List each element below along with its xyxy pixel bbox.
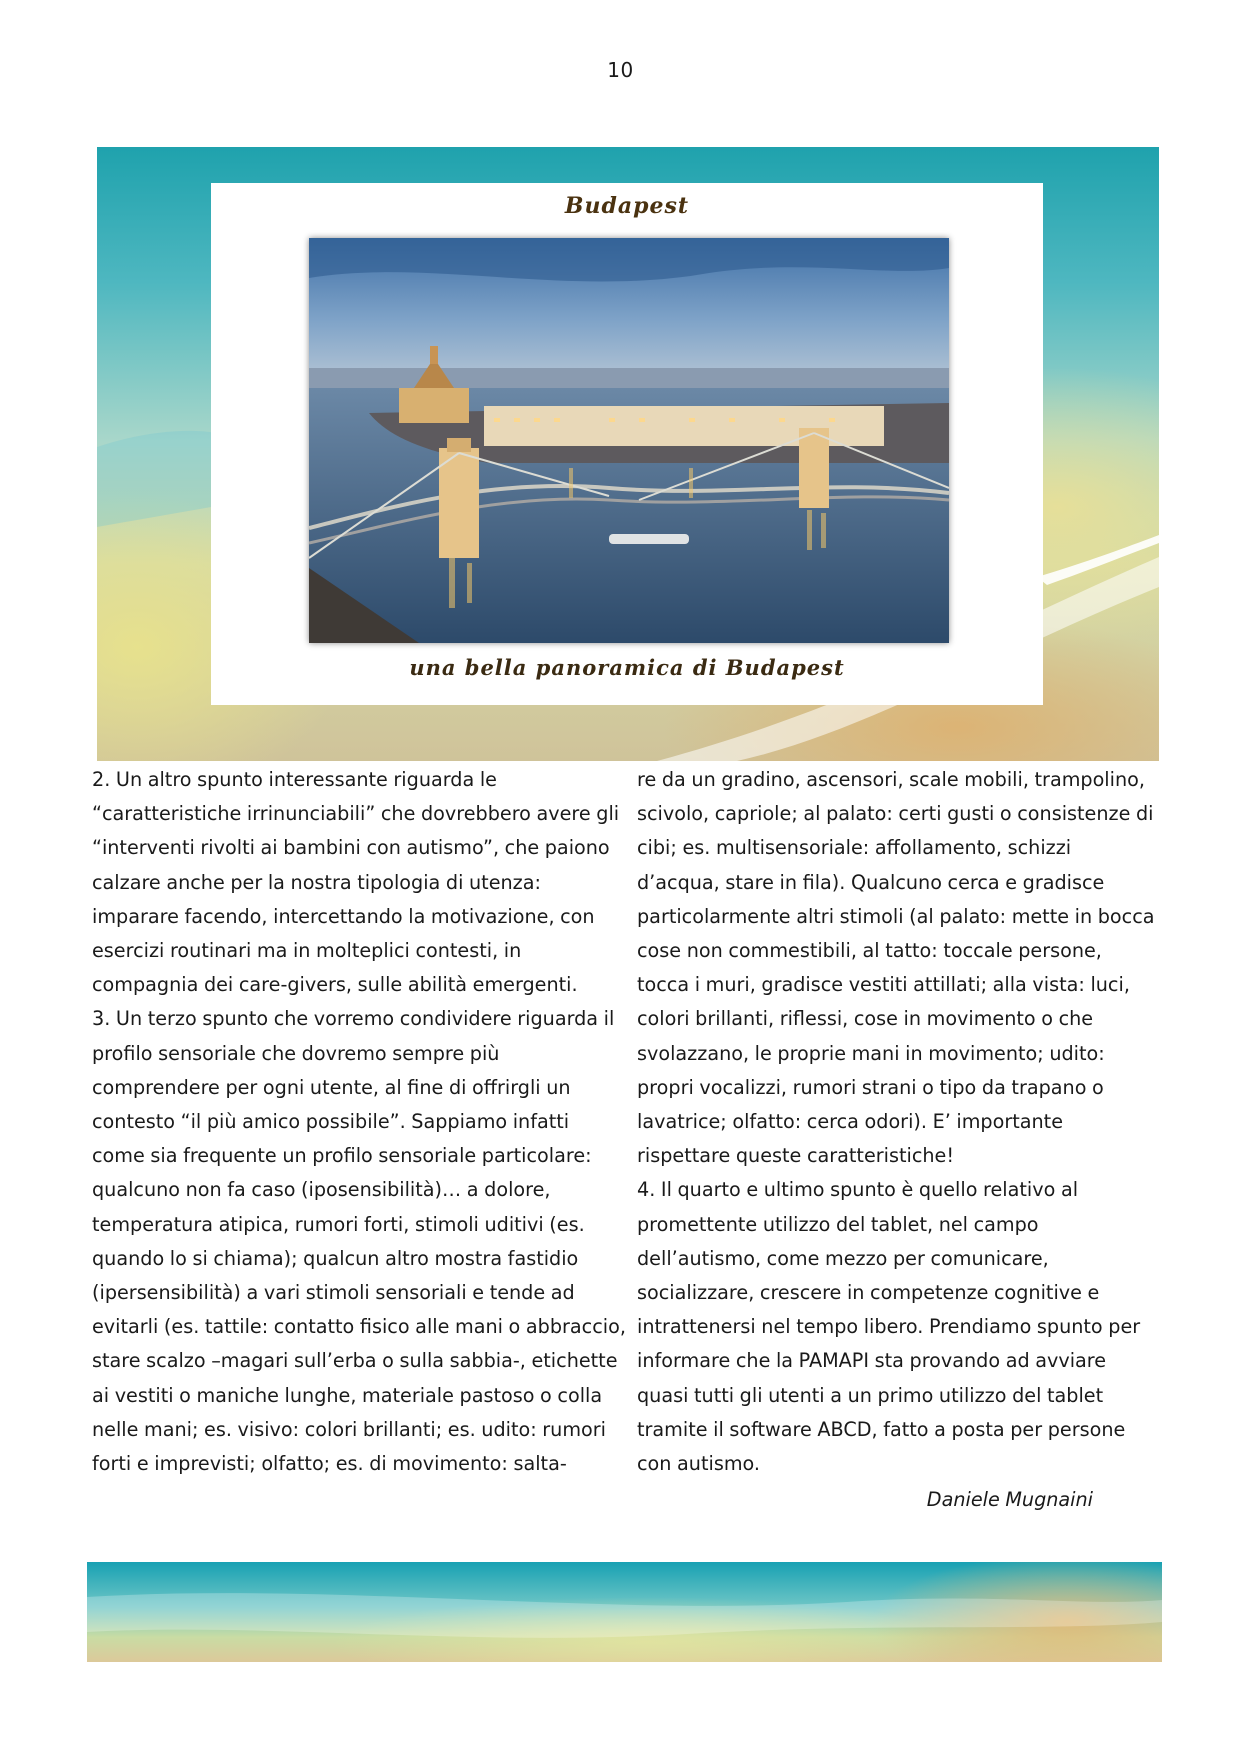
page-number: 10 — [607, 58, 634, 82]
article-paragraph: 4. Il quarto e ultimo spunto è quello relativo al promettente utilizzo del tablet, nel campo dell’autismo, come mezzo per comunicare, socializzare, crescere in competenze cognitive e intrattenersi nel tempo libero. Prendiamo spunto per informare che la PAMAPI sta provando ad avviare quasi tutti gli utenti a un primo utilizzo del tablet tramite il software ABCD, fatto a posta per persone con autismo. — [637, 1178, 1141, 1476]
article-left-column — [92, 763, 626, 1481]
photo-banner — [97, 147, 1159, 761]
article-columns — [92, 763, 1155, 1553]
postcard-frame — [211, 183, 1043, 705]
article-paragraph: re da un gradino, ascensori, scale mobili, trampolino, scivolo, capriole; al palato: certi gusti o consistenze di cibi; es. multisensoriale: affollamento, schizzi d’acqua, stare in fila). Qualcuno cerca e gradisce particolarmente altri stimoli (al palato: mette in bocca cose non commestibili, al tatto: toccale persone, tocca i muri, gradisce vestiti attillati; alla vista: luci, colori brillanti, riflessi, cose in movimento o che svolazzano, le proprie mani in movimento; udito: propri vocalizzi, rumori strani o tipo da trapano o lavatrice; olfatto: cerca odori). E’ importante rispettare queste caratteristiche! — [637, 768, 1155, 1168]
article-paragraph: 2. Un altro spunto interessante riguarda le “caratteristiche irrinunciabili” che dovrebbero avere gli “interventi rivolti ai bambini con autismo”, che paiono calzare anche per la nostra tipologia di utenza: imparare facendo, intercettando la motivazione, con esercizi routinari ma in molteplici contesti, in compagnia dei care-givers, sulle abilità emergenti. — [92, 768, 620, 997]
photo-title-caption: Budapest — [564, 193, 690, 219]
budapest-panorama-photo — [309, 238, 949, 643]
author-signature: Daniele Mugnaini — [926, 1488, 1093, 1512]
article-right-column — [637, 763, 1155, 1517]
article-paragraph: 3. Un terzo spunto che vorremo condividere riguarda il profilo sensoriale che dovremo sempre più comprendere per ogni utente, al fine di offrirgli un contesto “il più amico possibile”. Sappiamo infatti come sia frequente un profilo sensoriale particolare: qualcuno non fa caso (iposensibilità)… a dolore, temperatura atipica, rumori forti, stimoli uditivi (es. quando lo si chiama); qualcun altro mostra fastidio (ipersensibilità) a vari stimoli sensoriali e tende ad evitarli (es. tattile: contatto fisico alle mani o abbraccio, stare scalzo –magari sull’erba o sulla sabbia-, etichette ai vestiti o maniche lunghe, materiale pastoso o colla nelle mani; es. visivo: colori brillanti; es. udito: rumori forti e imprevisti; olfatto; es. di movimento: salta- — [92, 1007, 626, 1476]
photo-bottom-caption: una bella panoramica di Budapest — [409, 655, 845, 680]
footer-decorative-band — [87, 1562, 1162, 1662]
